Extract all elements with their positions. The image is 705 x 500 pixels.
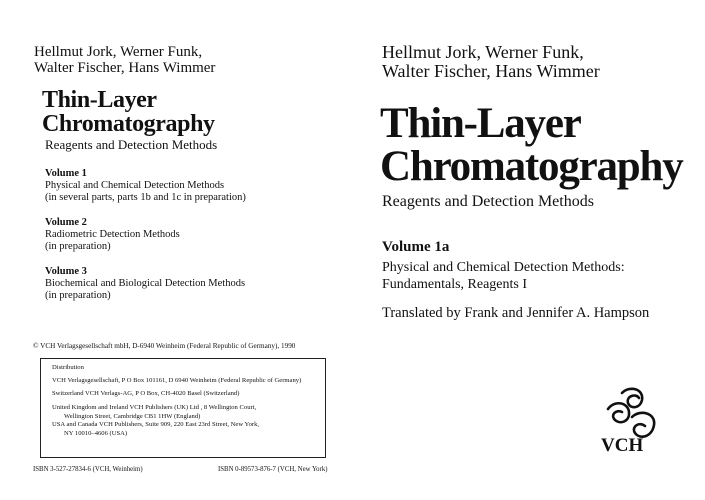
volume-3-title: Volume 3 [45,266,87,277]
volume-3-line-2: (in preparation) [45,290,111,301]
left-title [42,88,215,136]
left-title-line-2: Chromatography [42,111,215,137]
distribution-entry-uk-line-1: United Kingdom and Ireland VCH Publishers (UK) Ltd , 8 Wellington Court, [52,404,257,411]
volume-1-line-2: (in several parts, parts 1b and 1c in preparation) [45,192,246,203]
distribution-entry-usa [52,421,259,438]
left-title-line-1: Thin-Layer [42,87,157,113]
right-title [380,102,683,188]
copyright-line: © VCH Verlagsgesellschaft mbH, D-6940 Weinheim (Federal Republic of Germany), 1990 [33,342,296,350]
volume-3-block [45,266,245,302]
volume-2-title: Volume 2 [45,217,87,228]
distribution-entry-uk [52,404,256,421]
right-subtitle: Reagents and Detection Methods [382,193,594,210]
right-title-line-1: Thin-Layer [380,100,581,147]
isbn-weinheim: ISBN 3-527-27834-6 (VCH, Weinheim) [33,466,143,473]
right-title-line-2: Chromatography [380,143,683,190]
volume-1-block [45,168,246,204]
right-authors-line-2: Walter Fischer, Hans Wimmer [382,61,600,81]
distribution-entry-usa-line-1: USA and Canada VCH Publishers, Suite 909, 220 East 23rd Street, New York, [52,421,260,428]
right-volume-description-line-2: Fundamentals, Reagents I [382,277,528,292]
distribution-entry-usa-line-2: NY 10010–4606 (USA) [64,429,128,437]
right-volume-description-line-1: Physical and Chemical Detection Methods: [382,260,625,275]
distribution-entry-switzerland: Switzerland VCH Verlags-AG, P O Box, CH-4020 Basel (Switzerland) [52,390,240,397]
right-authors [382,43,600,81]
translator-credit: Translated by Frank and Jennifer A. Hampson [382,305,650,321]
distribution-entry-uk-line-2: Wellington Street, Cambridge CB1 1HW (England) [64,412,201,420]
isbn-new-york: ISBN 0-89573-876-7 (VCH, New York) [218,466,328,473]
vch-logo-text: VCH [601,435,644,455]
volume-2-line-1: Radiometric Detection Methods [45,229,180,240]
left-authors [34,44,215,76]
volume-1-line-1: Physical and Chemical Detection Methods [45,180,225,191]
distribution-heading: Distribution [52,364,84,371]
volume-3-line-1: Biochemical and Biological Detection Methods [45,278,246,289]
vch-publisher-logo [598,383,660,455]
right-volume-title: Volume 1a [382,239,450,255]
right-authors-line-1: Hellmut Jork, Werner Funk, [382,42,584,62]
volume-2-line-2: (in preparation) [45,241,111,252]
volume-1-title: Volume 1 [45,168,87,179]
distribution-entry-germany: VCH Verlagsgesellschaft, P O Box 101161, D 6940 Weinheim (Federal Republic of Germany) [52,377,302,384]
right-volume-description [382,259,625,293]
left-authors-line-1: Hellmut Jork, Werner Funk, [34,44,203,60]
left-subtitle: Reagents and Detection Methods [45,137,218,152]
left-authors-line-2: Walter Fischer, Hans Wimmer [34,60,216,76]
volume-2-block [45,217,180,253]
